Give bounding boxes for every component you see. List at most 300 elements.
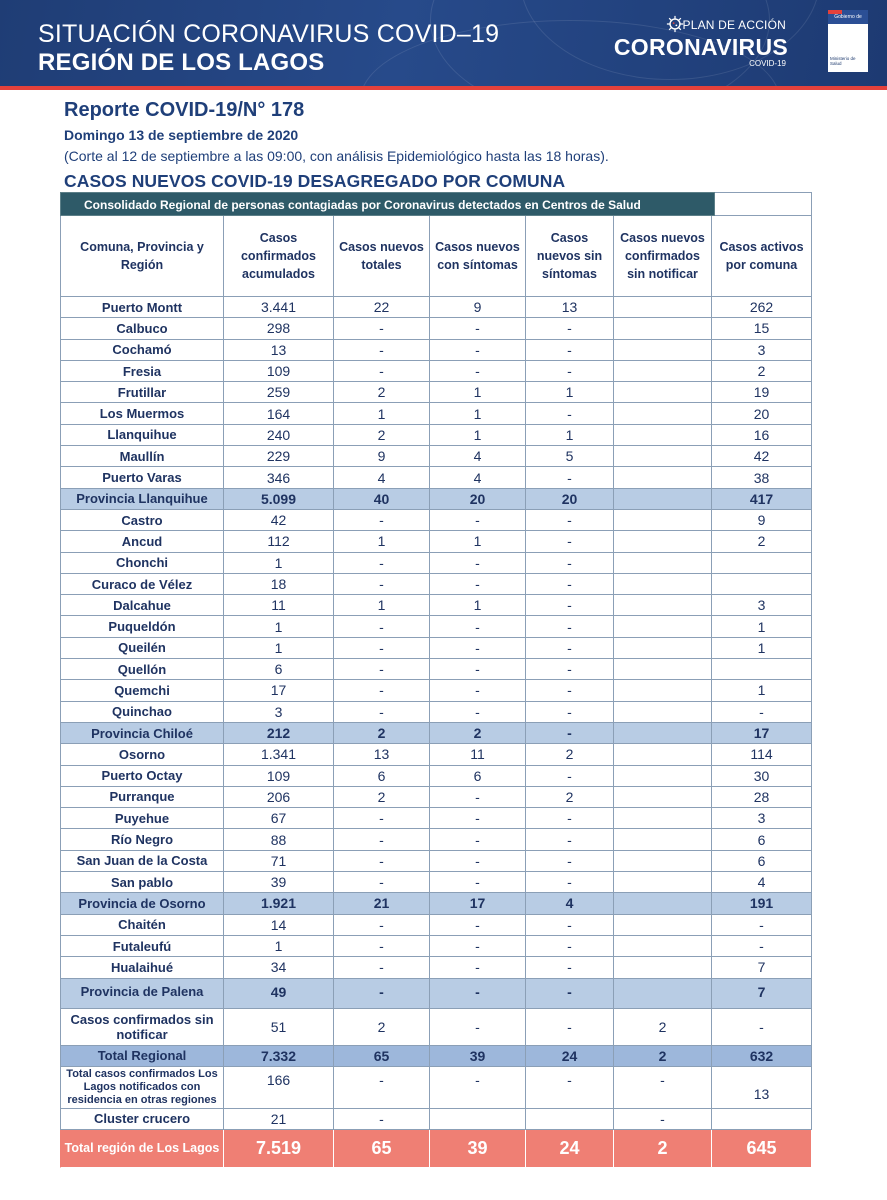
cell-acumulados: 346 xyxy=(224,467,334,488)
cell-nuevos-totales: - xyxy=(334,574,430,595)
cell-acumulados: 166 xyxy=(224,1067,334,1109)
row-label: Puerto Varas xyxy=(60,467,224,488)
cell-activos: 19 xyxy=(712,382,812,403)
cell-acumulados: 3 xyxy=(224,702,334,723)
cell-acumulados: 1.341 xyxy=(224,744,334,765)
table-row xyxy=(60,766,812,787)
cell-sin-notificar xyxy=(614,489,712,510)
table-row xyxy=(60,872,812,893)
cell-sin-sintomas: - xyxy=(526,574,614,595)
row-label: Cochamó xyxy=(60,340,224,361)
cell-activos: 3 xyxy=(712,595,812,616)
cell-nuevos-totales: 1 xyxy=(334,531,430,552)
cell-nuevos-totales: 40 xyxy=(334,489,430,510)
cell-acumulados: 14 xyxy=(224,915,334,936)
cell-sin-sintomas: - xyxy=(526,936,614,957)
cell-sin-sintomas: 4 xyxy=(526,893,614,914)
table-caption-blank xyxy=(715,192,812,216)
cell-activos: 42 xyxy=(712,446,812,467)
cell-sin-notificar xyxy=(614,808,712,829)
cell-acumulados: 240 xyxy=(224,425,334,446)
cell-con-sintomas: 20 xyxy=(430,489,526,510)
cell-activos xyxy=(712,1109,812,1130)
cell-con-sintomas: - xyxy=(430,872,526,893)
row-label: Quinchao xyxy=(60,702,224,723)
table-row xyxy=(60,638,812,659)
cell-con-sintomas: - xyxy=(430,979,526,1009)
cell-con-sintomas: 1 xyxy=(430,595,526,616)
cell-nuevos-totales: - xyxy=(334,680,430,701)
row-label: Futaleufú xyxy=(60,936,224,957)
row-label: Queilén xyxy=(60,638,224,659)
cell-activos: 7 xyxy=(712,957,812,978)
cell-acumulados: 34 xyxy=(224,957,334,978)
cell-activos: 9 xyxy=(712,510,812,531)
cell-sin-sintomas: - xyxy=(526,957,614,978)
table-row xyxy=(60,446,812,467)
column-header-sin-notificar: Casos nuevos confirmados sin notificar xyxy=(614,216,712,297)
cell-sin-sintomas: - xyxy=(526,531,614,552)
row-label: Total Regional xyxy=(60,1046,224,1067)
row-label: Dalcahue xyxy=(60,595,224,616)
cell-activos: - xyxy=(712,936,812,957)
table-row xyxy=(60,467,812,488)
total-row xyxy=(60,1130,812,1168)
row-label: Los Muermos xyxy=(60,403,224,424)
cell-con-sintomas: - xyxy=(430,787,526,808)
row-label: Ancud xyxy=(60,531,224,552)
table-row xyxy=(60,616,812,637)
table-row xyxy=(60,340,812,361)
cell-activos: 417 xyxy=(712,489,812,510)
cell-activos xyxy=(712,659,812,680)
cell-con-sintomas: 1 xyxy=(430,403,526,424)
table-row xyxy=(60,1109,812,1130)
cell-nuevos-totales: 9 xyxy=(334,446,430,467)
plan-de-accion-logo xyxy=(613,12,790,72)
cell-sin-sintomas: 13 xyxy=(526,297,614,318)
cell-sin-sintomas: - xyxy=(526,340,614,361)
cell-activos xyxy=(712,574,812,595)
row-label: Llanquihue xyxy=(60,425,224,446)
cell-sin-sintomas: - xyxy=(526,510,614,531)
cell-activos: 13 xyxy=(712,1067,812,1109)
table-row xyxy=(60,680,812,701)
table-row xyxy=(60,936,812,957)
cell-acumulados: 5.099 xyxy=(224,489,334,510)
cell-acumulados: 259 xyxy=(224,382,334,403)
cell-acumulados: 39 xyxy=(224,872,334,893)
row-label: Chonchi xyxy=(60,553,224,574)
row-label: Quemchi xyxy=(60,680,224,701)
plan-sub-label: COVID-19 xyxy=(749,59,786,68)
cell-con-sintomas: - xyxy=(430,957,526,978)
cell-con-sintomas: - xyxy=(430,318,526,339)
cell-nuevos-totales: 2 xyxy=(334,1009,430,1046)
cell-nuevos-totales: - xyxy=(334,1067,430,1109)
cell-sin-sintomas: - xyxy=(526,872,614,893)
cell-acumulados: 3.441 xyxy=(224,297,334,318)
row-label: Chaitén xyxy=(60,915,224,936)
cell-activos: - xyxy=(712,1009,812,1046)
cell-con-sintomas: 1 xyxy=(430,531,526,552)
column-header-comuna: Comuna, Provincia y Región xyxy=(60,216,224,297)
cell-nuevos-totales: 2 xyxy=(334,425,430,446)
cell-sin-sintomas: 24 xyxy=(526,1130,614,1168)
cell-sin-sintomas: - xyxy=(526,979,614,1009)
cell-nuevos-totales: - xyxy=(334,616,430,637)
cell-nuevos-totales: - xyxy=(334,915,430,936)
table-row xyxy=(60,744,812,765)
cell-nuevos-totales: 2 xyxy=(334,787,430,808)
cell-nuevos-totales: - xyxy=(334,638,430,659)
table-row xyxy=(60,702,812,723)
table-row xyxy=(60,361,812,382)
cell-activos: 15 xyxy=(712,318,812,339)
cell-acumulados: 109 xyxy=(224,766,334,787)
cell-con-sintomas: 4 xyxy=(430,467,526,488)
row-label: San pablo xyxy=(60,872,224,893)
cell-sin-notificar xyxy=(614,446,712,467)
cell-activos: - xyxy=(712,915,812,936)
table-row xyxy=(60,382,812,403)
government-logo xyxy=(828,10,868,72)
cell-sin-sintomas: - xyxy=(526,467,614,488)
cell-acumulados: 11 xyxy=(224,595,334,616)
cell-acumulados: 7.519 xyxy=(224,1130,334,1168)
cell-activos: 1 xyxy=(712,680,812,701)
banner-title-line1: SITUACIÓN CORONAVIRUS COVID–19 xyxy=(38,20,500,48)
cell-activos: 30 xyxy=(712,766,812,787)
cell-con-sintomas: 17 xyxy=(430,893,526,914)
cell-con-sintomas: 4 xyxy=(430,446,526,467)
table-header-row xyxy=(60,216,812,297)
cell-sin-notificar xyxy=(614,297,712,318)
cell-sin-notificar xyxy=(614,531,712,552)
cell-acumulados: 164 xyxy=(224,403,334,424)
cell-sin-notificar xyxy=(614,915,712,936)
cell-sin-sintomas: - xyxy=(526,318,614,339)
cell-sin-notificar xyxy=(614,936,712,957)
column-header-activos: Casos activos por comuna xyxy=(712,216,812,297)
table-row xyxy=(60,574,812,595)
cell-acumulados: 42 xyxy=(224,510,334,531)
cell-sin-notificar xyxy=(614,957,712,978)
cell-nuevos-totales: 4 xyxy=(334,467,430,488)
table-row xyxy=(60,553,812,574)
cell-sin-sintomas xyxy=(526,1109,614,1130)
cell-activos xyxy=(712,553,812,574)
cell-nuevos-totales: - xyxy=(334,318,430,339)
row-label: Puerto Montt xyxy=(60,297,224,318)
cell-sin-sintomas: - xyxy=(526,702,614,723)
cell-con-sintomas: 1 xyxy=(430,382,526,403)
cell-sin-notificar xyxy=(614,787,712,808)
row-label: Purranque xyxy=(60,787,224,808)
column-header-con-sintomas: Casos nuevos con síntomas xyxy=(430,216,526,297)
cell-sin-sintomas: - xyxy=(526,808,614,829)
cell-sin-notificar: - xyxy=(614,1067,712,1109)
cell-sin-sintomas: 5 xyxy=(526,446,614,467)
table-row xyxy=(60,510,812,531)
cell-activos: 2 xyxy=(712,361,812,382)
cell-con-sintomas: 39 xyxy=(430,1130,526,1168)
cell-acumulados: 7.332 xyxy=(224,1046,334,1067)
cell-sin-sintomas: - xyxy=(526,1067,614,1109)
cell-sin-notificar xyxy=(614,702,712,723)
table-row xyxy=(60,403,812,424)
cell-sin-sintomas: - xyxy=(526,680,614,701)
table-row xyxy=(60,957,812,978)
cell-con-sintomas: - xyxy=(430,808,526,829)
row-label: Total región de Los Lagos xyxy=(60,1130,224,1168)
cell-nuevos-totales: - xyxy=(334,957,430,978)
cell-sin-notificar xyxy=(614,595,712,616)
cell-con-sintomas xyxy=(430,1109,526,1130)
cell-sin-sintomas: - xyxy=(526,766,614,787)
gov-label: Gobierno de Chile xyxy=(828,10,868,24)
cell-con-sintomas: - xyxy=(430,340,526,361)
cell-con-sintomas: - xyxy=(430,1009,526,1046)
cell-sin-notificar xyxy=(614,766,712,787)
cell-activos: 2 xyxy=(712,531,812,552)
cell-nuevos-totales: - xyxy=(334,553,430,574)
report-date: Domingo 13 de septiembre de 2020 xyxy=(64,127,299,143)
table-row xyxy=(60,297,812,318)
cell-con-sintomas: - xyxy=(430,851,526,872)
cell-con-sintomas: 2 xyxy=(430,723,526,744)
cell-con-sintomas: - xyxy=(430,659,526,680)
cell-nuevos-totales: - xyxy=(334,702,430,723)
cell-sin-notificar xyxy=(614,510,712,531)
cell-activos: 17 xyxy=(712,723,812,744)
section-title: CASOS NUEVOS COVID-19 DESAGREGADO POR COMUNA xyxy=(64,171,566,191)
table-row xyxy=(60,318,812,339)
cell-sin-notificar xyxy=(614,893,712,914)
column-header-acumulados: Casos confirmados acumulados xyxy=(224,216,334,297)
cell-activos: 38 xyxy=(712,467,812,488)
plan-main-label: CORONAVIRUS xyxy=(613,34,788,60)
cell-sin-sintomas: - xyxy=(526,851,614,872)
cell-acumulados: 67 xyxy=(224,808,334,829)
plan-label: PLAN DE ACCIÓN xyxy=(682,18,786,32)
row-label: Calbuco xyxy=(60,318,224,339)
cell-sin-notificar xyxy=(614,680,712,701)
cell-sin-notificar xyxy=(614,872,712,893)
cell-activos: 20 xyxy=(712,403,812,424)
row-label: Maullín xyxy=(60,446,224,467)
cell-sin-notificar xyxy=(614,382,712,403)
cell-nuevos-totales: 22 xyxy=(334,297,430,318)
cell-sin-notificar: - xyxy=(614,1109,712,1130)
cell-activos: 6 xyxy=(712,829,812,850)
cell-nuevos-totales: 6 xyxy=(334,766,430,787)
row-label: Osorno xyxy=(60,744,224,765)
cell-sin-notificar: 2 xyxy=(614,1046,712,1067)
row-label: Quellón xyxy=(60,659,224,680)
cell-activos: 1 xyxy=(712,616,812,637)
table-row xyxy=(60,595,812,616)
banner-title-line2: REGIÓN DE LOS LAGOS xyxy=(38,49,325,76)
cell-acumulados: 13 xyxy=(224,340,334,361)
cell-nuevos-totales: 2 xyxy=(334,382,430,403)
cell-sin-notificar xyxy=(614,659,712,680)
ministry-label: Ministerio de Salud xyxy=(830,56,856,66)
cell-acumulados: 1.921 xyxy=(224,893,334,914)
cell-nuevos-totales: 65 xyxy=(334,1046,430,1067)
table-row xyxy=(60,1009,812,1046)
cell-sin-notificar xyxy=(614,318,712,339)
cell-con-sintomas: - xyxy=(430,829,526,850)
cell-sin-notificar xyxy=(614,979,712,1009)
row-label: Fresia xyxy=(60,361,224,382)
row-label: Provincia Llanquihue xyxy=(60,489,224,510)
report-title: Reporte COVID-19/N° 178 xyxy=(64,99,305,121)
table-row xyxy=(60,808,812,829)
cell-acumulados: 6 xyxy=(224,659,334,680)
cell-con-sintomas: - xyxy=(430,574,526,595)
cell-nuevos-totales: - xyxy=(334,979,430,1009)
cell-sin-notificar xyxy=(614,553,712,574)
cell-acumulados: 51 xyxy=(224,1009,334,1046)
cell-sin-sintomas: 20 xyxy=(526,489,614,510)
cell-acumulados: 17 xyxy=(224,680,334,701)
cell-activos: 114 xyxy=(712,744,812,765)
cell-nuevos-totales: - xyxy=(334,659,430,680)
cell-con-sintomas: - xyxy=(430,1067,526,1109)
table-row xyxy=(60,915,812,936)
cell-sin-sintomas: - xyxy=(526,659,614,680)
cell-activos: 6 xyxy=(712,851,812,872)
cell-sin-sintomas: - xyxy=(526,553,614,574)
row-label: Puerto Octay xyxy=(60,766,224,787)
province-row xyxy=(60,489,812,510)
cell-activos: 7 xyxy=(712,979,812,1009)
table-row xyxy=(60,829,812,850)
cell-acumulados: 1 xyxy=(224,616,334,637)
cell-con-sintomas: 39 xyxy=(430,1046,526,1067)
table-row xyxy=(60,425,812,446)
cell-con-sintomas: - xyxy=(430,702,526,723)
row-label: Puqueldón xyxy=(60,616,224,637)
total-row xyxy=(60,1046,812,1067)
banner-red-stripe xyxy=(0,86,887,90)
row-label: Provincia de Palena xyxy=(60,979,224,1009)
cell-sin-sintomas: - xyxy=(526,915,614,936)
row-label: Casos confirmados sin notificar xyxy=(60,1009,224,1046)
cell-sin-notificar xyxy=(614,616,712,637)
cell-acumulados: 1 xyxy=(224,553,334,574)
virus-icon xyxy=(666,15,684,33)
row-label: Provincia Chiloé xyxy=(60,723,224,744)
cell-activos: 28 xyxy=(712,787,812,808)
row-label: Río Negro xyxy=(60,829,224,850)
cell-sin-notificar xyxy=(614,851,712,872)
cell-sin-sintomas: - xyxy=(526,723,614,744)
cell-sin-sintomas: - xyxy=(526,595,614,616)
cell-sin-sintomas: 1 xyxy=(526,425,614,446)
table-row xyxy=(60,787,812,808)
cell-con-sintomas: - xyxy=(430,638,526,659)
report-cutoff-note: (Corte al 12 de septiembre a las 09:00, con análisis Epidemiológico hasta las 18 horas). xyxy=(64,148,609,164)
cell-nuevos-totales: - xyxy=(334,510,430,531)
cell-sin-sintomas: 1 xyxy=(526,382,614,403)
row-label: Puyehue xyxy=(60,808,224,829)
table-row xyxy=(60,659,812,680)
gov-red-bar xyxy=(828,10,842,14)
banner-title xyxy=(38,20,499,78)
cell-con-sintomas: - xyxy=(430,915,526,936)
cell-acumulados: 212 xyxy=(224,723,334,744)
cell-acumulados: 21 xyxy=(224,1109,334,1130)
cell-nuevos-totales: 65 xyxy=(334,1130,430,1168)
cell-acumulados: 49 xyxy=(224,979,334,1009)
cell-sin-notificar xyxy=(614,361,712,382)
row-label: Hualaihué xyxy=(60,957,224,978)
cell-con-sintomas: - xyxy=(430,361,526,382)
cell-sin-notificar xyxy=(614,467,712,488)
cell-nuevos-totales: - xyxy=(334,829,430,850)
cell-sin-sintomas: 24 xyxy=(526,1046,614,1067)
cell-activos: 3 xyxy=(712,340,812,361)
cell-activos: 645 xyxy=(712,1130,812,1168)
cell-nuevos-totales: 21 xyxy=(334,893,430,914)
cell-con-sintomas: 11 xyxy=(430,744,526,765)
cell-nuevos-totales: 13 xyxy=(334,744,430,765)
cell-sin-sintomas: - xyxy=(526,1009,614,1046)
cell-activos: 4 xyxy=(712,872,812,893)
cell-nuevos-totales: 1 xyxy=(334,403,430,424)
cell-sin-notificar xyxy=(614,574,712,595)
cell-sin-notificar xyxy=(614,723,712,744)
cell-acumulados: 1 xyxy=(224,936,334,957)
cell-acumulados: 206 xyxy=(224,787,334,808)
cell-nuevos-totales: 1 xyxy=(334,595,430,616)
cell-sin-notificar xyxy=(614,340,712,361)
cell-acumulados: 298 xyxy=(224,318,334,339)
province-row xyxy=(60,979,812,1009)
cell-con-sintomas: 9 xyxy=(430,297,526,318)
table-row xyxy=(60,851,812,872)
cell-sin-notificar xyxy=(614,425,712,446)
cell-acumulados: 71 xyxy=(224,851,334,872)
province-row xyxy=(60,893,812,914)
cell-activos: 632 xyxy=(712,1046,812,1067)
cell-activos: - xyxy=(712,702,812,723)
province-row xyxy=(60,723,812,744)
cell-sin-sintomas: 2 xyxy=(526,787,614,808)
table-row xyxy=(60,1067,812,1109)
cell-sin-sintomas: - xyxy=(526,616,614,637)
header-banner xyxy=(0,0,887,90)
column-header-sin-sintomas: Casos nuevos sin síntomas xyxy=(526,216,614,297)
cell-con-sintomas: - xyxy=(430,616,526,637)
cell-acumulados: 1 xyxy=(224,638,334,659)
cell-activos: 191 xyxy=(712,893,812,914)
cell-con-sintomas: - xyxy=(430,936,526,957)
cell-acumulados: 112 xyxy=(224,531,334,552)
cell-acumulados: 229 xyxy=(224,446,334,467)
cell-nuevos-totales: - xyxy=(334,340,430,361)
cell-sin-notificar xyxy=(614,403,712,424)
cell-nuevos-totales: - xyxy=(334,936,430,957)
cell-nuevos-totales: - xyxy=(334,851,430,872)
row-label: San Juan de la Costa xyxy=(60,851,224,872)
cell-sin-sintomas: - xyxy=(526,361,614,382)
cell-sin-notificar xyxy=(614,744,712,765)
cell-activos: 1 xyxy=(712,638,812,659)
cell-acumulados: 109 xyxy=(224,361,334,382)
